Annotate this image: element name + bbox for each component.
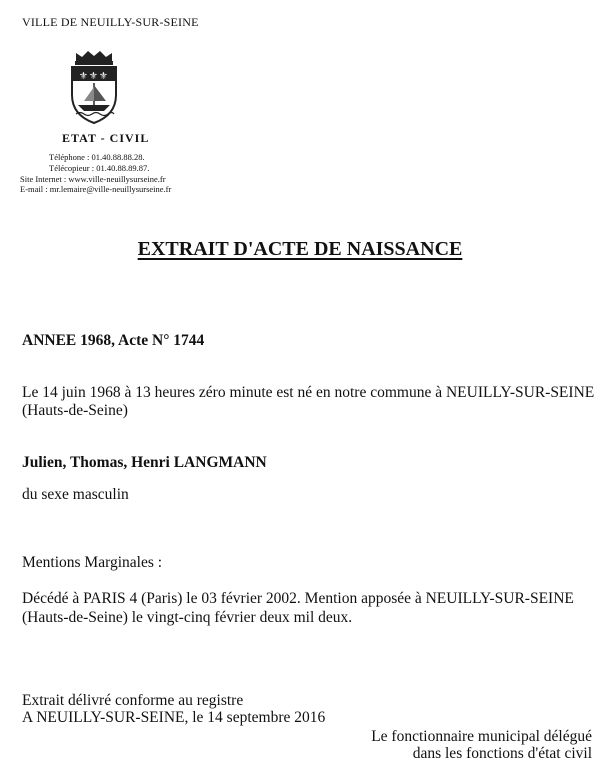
- document-title: [0, 238, 600, 261]
- municipality-name: VILLE DE NEUILLY-SUR-SEINE: [22, 15, 199, 29]
- signatory-line-1: Le fonctionnaire municipal délégué: [371, 728, 592, 745]
- fax-line: Télécopieur : 01.40.88.89.87.: [49, 163, 150, 173]
- department-heading: ETAT - CIVIL: [62, 131, 150, 145]
- extract-statement-line-2: A NEUILLY-SUR-SEINE, le 14 septembre 2016: [22, 709, 326, 726]
- person-sex: du sexe masculin: [22, 486, 129, 503]
- death-mention-line-2: (Hauts-de-Seine) le vingt-cinq février deux mil deux.: [22, 609, 353, 626]
- website-line: Site Internet : www.ville-neuillysurseine.fr: [20, 174, 166, 184]
- birth-statement-line-2: (Hauts-de-Seine): [22, 402, 128, 419]
- document-title-text: EXTRAIT D'ACTE DE NAISSANCE: [137, 238, 463, 260]
- signatory-line-2: dans les fonctions d'état civil: [412, 745, 592, 762]
- death-mention-line-1: Décédé à PARIS 4 (Paris) le 03 février 2002. Mention apposée à NEUILLY-SUR-SEINE: [22, 590, 574, 607]
- extract-statement-line-1: Extrait délivré conforme au registre: [22, 692, 244, 709]
- svg-text:⚜: ⚜: [79, 71, 88, 82]
- person-name: Julien, Thomas, Henri LANGMANN: [22, 454, 267, 471]
- birth-statement-line-1: Le 14 juin 1968 à 13 heures zéro minute est né en notre commune à NEUILLY-SUR-SEINE: [22, 384, 595, 401]
- year-act-number: ANNEE 1968, Acte N° 1744: [22, 332, 205, 349]
- city-coat-of-arms-icon: [66, 49, 122, 125]
- telephone-line: Téléphone : 01.40.88.88.28.: [49, 152, 145, 162]
- svg-text:⚜: ⚜: [89, 71, 98, 82]
- svg-text:⚜: ⚜: [99, 71, 108, 82]
- mentions-label: Mentions Marginales :: [22, 554, 163, 571]
- email-line: E-mail : mr.lemaire@ville-neuillysurseine.fr: [20, 184, 172, 194]
